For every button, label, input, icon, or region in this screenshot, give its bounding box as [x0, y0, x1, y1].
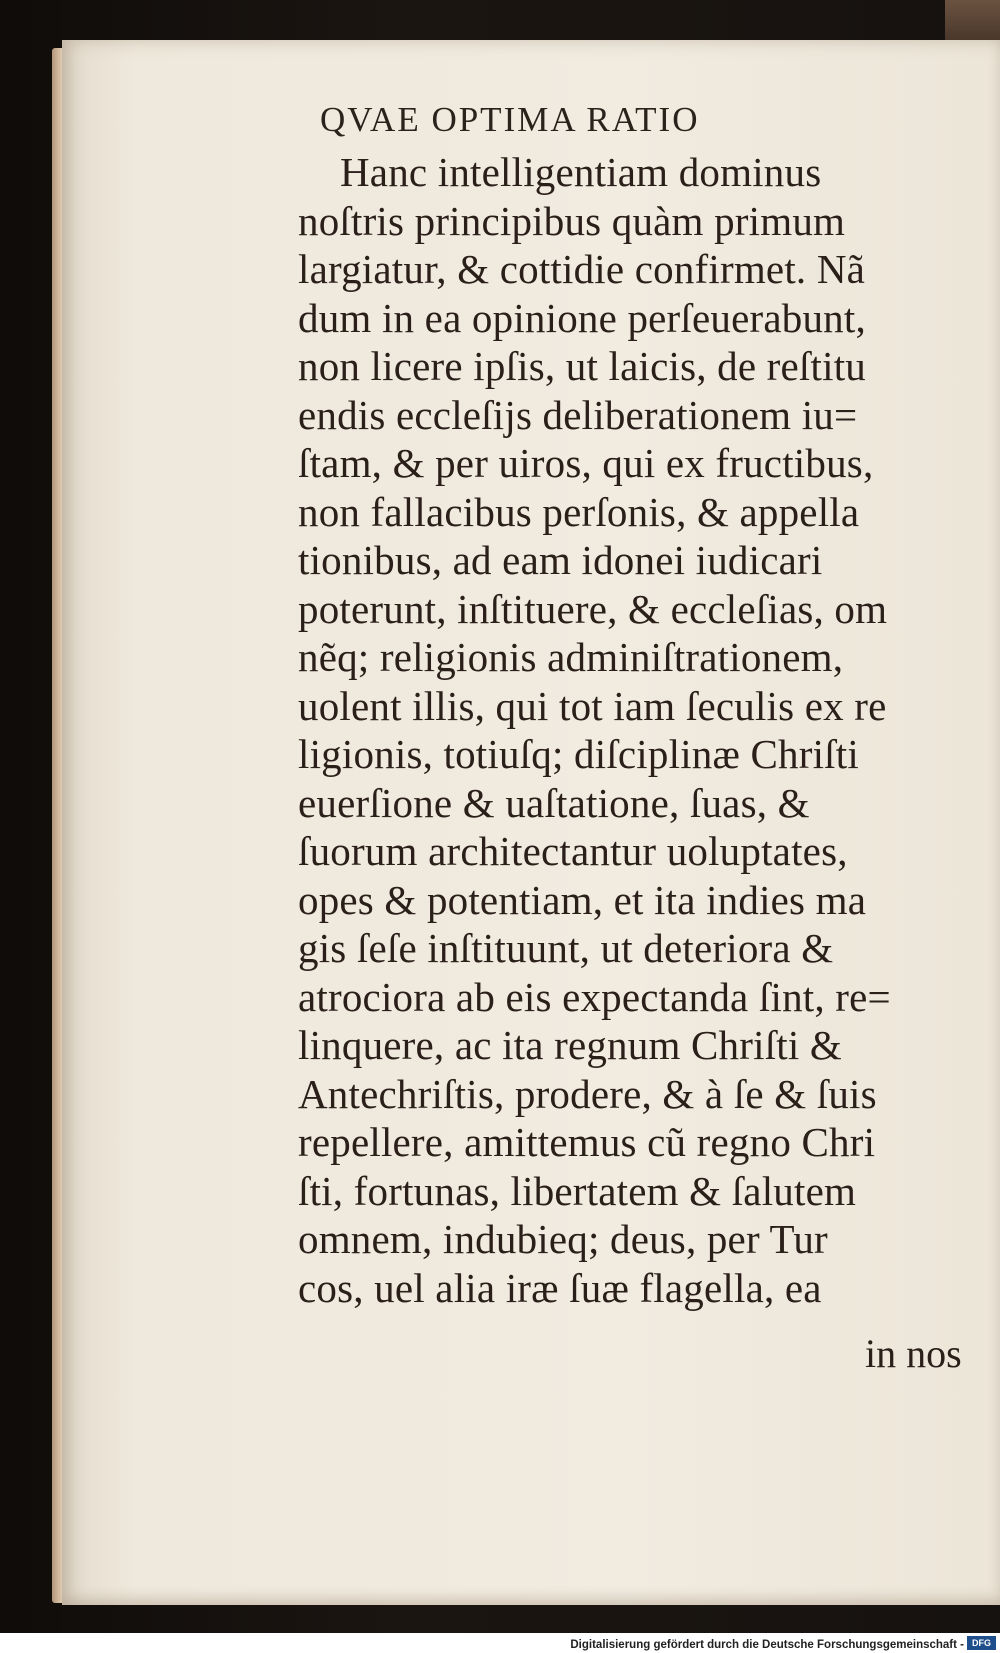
text-line: opes & potentiam, et ita indies ma	[298, 876, 867, 923]
text-line: non licere ipſis, ut laicis, de reſtitu	[298, 343, 866, 389]
footer-bar	[0, 1633, 1000, 1653]
footer-credit: Digitalisierung gefördert durch die Deutsche Forschungsgemeinschaft -	[570, 1639, 964, 1651]
text-line: noſtris principibus quàm primum	[298, 197, 846, 244]
text-line: ſuorum architectantur uoluptates,	[298, 828, 848, 874]
text-line: tionibus, ad eam idonei iudicari	[298, 537, 823, 583]
text-line: Antechriſtis, prodere, & à ſe & ſuis	[298, 1070, 877, 1117]
text-line: ſtam, & per uiros, qui ex fructibus,	[298, 440, 874, 486]
text-line: uolent illis, qui tot iam ſeculis ex re	[298, 682, 887, 729]
dfg-logo-icon: DFG	[967, 1636, 996, 1650]
text-line: endis eccleſijs deliberationem iu=	[298, 391, 858, 438]
text-line: linquere, ac ita regnum Chriſti &	[298, 1022, 843, 1068]
text-line: poterunt, inſtituere, & eccleſias, om	[298, 585, 888, 632]
text-line: largiatur, & cottidie confirmet. Nã	[298, 246, 866, 292]
text-line: euerſione & uaſtatione, ſuas, &	[298, 779, 810, 826]
text-line: Hanc intelligentiam dominus	[340, 149, 822, 195]
text-line: non fallacibus perſonis, & appella	[298, 488, 860, 535]
text-line: ſti, fortunas, libertatem & ſalutem	[298, 1167, 857, 1214]
text-line: ligionis, totiuſq; diſciplinæ Chriſti	[298, 731, 859, 777]
text-line: nẽq; religionis adminiſtrationem,	[298, 634, 844, 680]
page-text-block	[298, 148, 998, 1312]
text-line: dum in ea opinione perſeuerabunt,	[298, 294, 866, 341]
running-head: QVAE OPTIMA RATIO	[320, 100, 700, 139]
text-line: omnem, indubieq; deus, per Tur	[298, 1216, 828, 1262]
text-line: gis ſeſe inſtituunt, ut deteriora &	[298, 925, 834, 971]
text-line: cos, uel alia iræ ſuæ flagella, ea	[298, 1264, 822, 1311]
catchword: in nos	[865, 1331, 962, 1376]
text-line: repellere, amittemus cũ regno Chri	[298, 1119, 876, 1165]
text-line: atrociora ab eis expectanda ſint, re=	[298, 973, 891, 1020]
